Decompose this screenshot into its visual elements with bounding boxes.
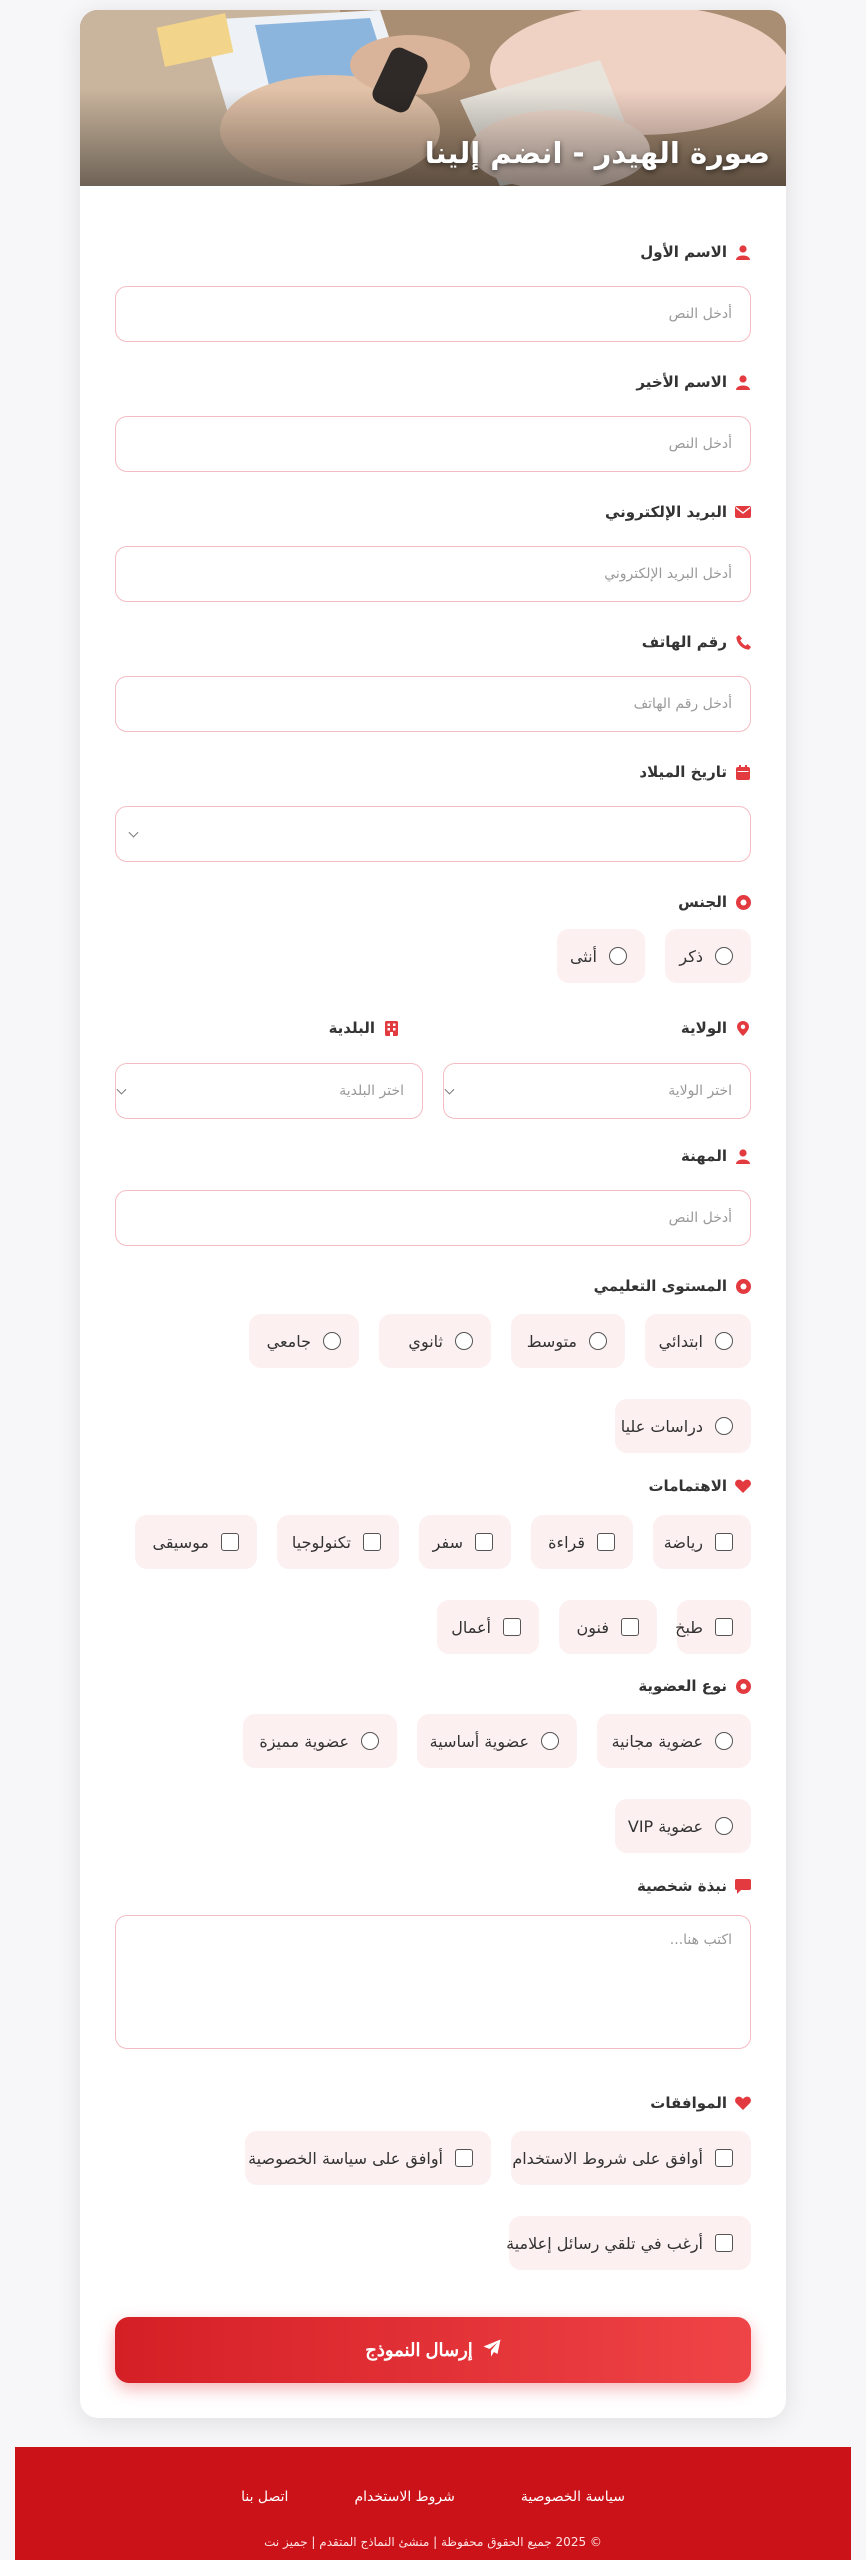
- education-label: المستوى التعليمي: [593, 1277, 727, 1295]
- first-name-label: الاسم الأول: [640, 243, 727, 261]
- radio-button[interactable]: [541, 1732, 559, 1750]
- radio-button[interactable]: [715, 1732, 733, 1750]
- membership-group: [115, 1674, 751, 1698]
- bio-group: [115, 1874, 751, 1898]
- interest-option-arts[interactable]: فنون: [559, 1600, 657, 1654]
- heart-icon: [735, 1478, 751, 1494]
- radio-button[interactable]: [589, 1332, 607, 1350]
- footer-link-terms[interactable]: شروط الاستخدام: [354, 2489, 455, 2505]
- interest-option-technology[interactable]: تكنولوجيا: [277, 1515, 399, 1569]
- checkbox[interactable]: [597, 1533, 615, 1551]
- membership-option-free[interactable]: عضوية مجانية: [597, 1714, 751, 1768]
- state-select[interactable]: اختر الولاية: [443, 1063, 751, 1119]
- radio-dot-icon: [735, 1278, 751, 1294]
- comment-icon: [735, 1878, 751, 1894]
- membership-option-premium[interactable]: عضوية مميزة: [243, 1714, 397, 1768]
- user-icon: [735, 244, 751, 260]
- checkbox[interactable]: [715, 1533, 733, 1551]
- interest-option-business[interactable]: أعمال: [437, 1600, 539, 1654]
- checkbox[interactable]: [503, 1618, 521, 1636]
- education-option-secondary[interactable]: ثانوي: [379, 1314, 491, 1368]
- checkbox[interactable]: [715, 2234, 733, 2252]
- map-pin-icon: [735, 1020, 751, 1036]
- bio-textarea[interactable]: اكتب هنا...: [115, 1915, 751, 2049]
- education-option-primary[interactable]: ابتدائي: [645, 1314, 751, 1368]
- phone-input[interactable]: أدخل رقم الهاتف: [115, 676, 751, 732]
- radio-button[interactable]: [715, 947, 733, 965]
- last-name-label: الاسم الأخير: [636, 373, 727, 391]
- interest-option-cooking[interactable]: طبخ: [677, 1600, 751, 1654]
- paper-plane-icon: [483, 2339, 501, 2362]
- radio-dot-icon: [735, 894, 751, 910]
- first-name-group: [115, 240, 751, 322]
- membership-option-vip[interactable]: عضوية VIP: [615, 1799, 751, 1853]
- phone-label: رقم الهاتف: [641, 633, 727, 651]
- gender-label: الجنس: [678, 893, 727, 911]
- first-name-input[interactable]: أدخل النص: [115, 286, 751, 342]
- interests-label: الاهتمامات: [648, 1477, 727, 1495]
- phone-group: [115, 630, 751, 712]
- footer: [15, 2447, 851, 2560]
- consents-label: الموافقات: [650, 2094, 727, 2112]
- education-option-middle[interactable]: متوسط: [511, 1314, 625, 1368]
- header-image: [80, 10, 786, 186]
- building-icon: [383, 1020, 399, 1036]
- submit-label: إرسال النموذج: [365, 2339, 473, 2360]
- birthdate-label: تاريخ الميلاد: [639, 763, 727, 781]
- consent-terms[interactable]: أوافق على شروط الاستخدام: [511, 2131, 751, 2185]
- email-input[interactable]: أدخل البريد الإلكتروني: [115, 546, 751, 602]
- education-option-graduate[interactable]: دراسات عليا: [615, 1399, 751, 1453]
- footer-link-contact[interactable]: اتصل بنا: [241, 2489, 289, 2505]
- radio-dot-icon: [735, 1678, 751, 1694]
- last-name-input[interactable]: أدخل النص: [115, 416, 751, 472]
- municipality-select[interactable]: اختر البلدية: [115, 1063, 423, 1119]
- interests-group: [115, 1474, 751, 1498]
- consents-group: [115, 2091, 751, 2115]
- user-icon: [735, 374, 751, 390]
- gender-option-female[interactable]: أنثى: [557, 929, 645, 983]
- calendar-icon: [735, 764, 751, 780]
- footer-link-privacy[interactable]: سياسة الخصوصية: [520, 2489, 625, 2505]
- form-card: [80, 10, 786, 2418]
- phone-icon: [735, 634, 751, 650]
- checkbox[interactable]: [475, 1533, 493, 1551]
- last-name-group: [115, 370, 751, 452]
- municipality-label: البلدية: [328, 1019, 375, 1037]
- checkbox[interactable]: [715, 1618, 733, 1636]
- state-label: الولاية: [680, 1019, 727, 1037]
- heart-icon: [735, 2095, 751, 2111]
- interest-option-music[interactable]: موسيقى: [135, 1515, 257, 1569]
- chevron-down-icon: [129, 828, 139, 838]
- education-group: [115, 1274, 751, 1298]
- profession-input[interactable]: أدخل النص: [115, 1190, 751, 1246]
- municipality-group: [99, 1016, 399, 1040]
- birthdate-group: [115, 760, 751, 784]
- gender-group: [115, 890, 751, 914]
- checkbox[interactable]: [455, 2149, 473, 2167]
- profession-label: المهنة: [681, 1147, 727, 1165]
- membership-label: نوع العضوية: [638, 1677, 727, 1695]
- radio-button[interactable]: [361, 1732, 379, 1750]
- radio-button[interactable]: [323, 1332, 341, 1350]
- interest-option-sports[interactable]: رياضة: [653, 1515, 751, 1569]
- radio-button[interactable]: [715, 1817, 733, 1835]
- page-title: صورة الهيدر - انضم إلينا: [424, 136, 770, 170]
- membership-option-basic[interactable]: عضوية أساسية: [417, 1714, 577, 1768]
- radio-button[interactable]: [715, 1332, 733, 1350]
- radio-button[interactable]: [455, 1332, 473, 1350]
- checkbox[interactable]: [715, 2149, 733, 2167]
- user-icon: [735, 1148, 751, 1164]
- checkbox[interactable]: [221, 1533, 239, 1551]
- email-group: [115, 500, 751, 582]
- submit-button[interactable]: [115, 2317, 751, 2383]
- gender-option-male[interactable]: ذكر: [665, 929, 751, 983]
- consent-newsletter[interactable]: أرغب في تلقي رسائل إعلامية: [509, 2216, 751, 2270]
- checkbox[interactable]: [621, 1618, 639, 1636]
- footer-copyright: © 2025 جميع الحقوق محفوظة | منشئ النماذج المتقدم | جميز نت: [264, 2535, 602, 2549]
- checkbox[interactable]: [363, 1533, 381, 1551]
- email-label: البريد الإلكتروني: [605, 503, 727, 521]
- birthdate-input[interactable]: [115, 806, 751, 862]
- footer-links: [15, 2489, 851, 2505]
- profession-group: [115, 1144, 751, 1226]
- radio-button[interactable]: [715, 1417, 733, 1435]
- radio-button[interactable]: [609, 947, 627, 965]
- consent-privacy[interactable]: أوافق على سياسة الخصوصية: [245, 2131, 491, 2185]
- education-option-university[interactable]: جامعي: [249, 1314, 359, 1368]
- interest-option-travel[interactable]: سفر: [419, 1515, 511, 1569]
- bio-label: نبذة شخصية: [636, 1877, 727, 1895]
- interest-option-reading[interactable]: قراءة: [531, 1515, 633, 1569]
- envelope-icon: [735, 504, 751, 520]
